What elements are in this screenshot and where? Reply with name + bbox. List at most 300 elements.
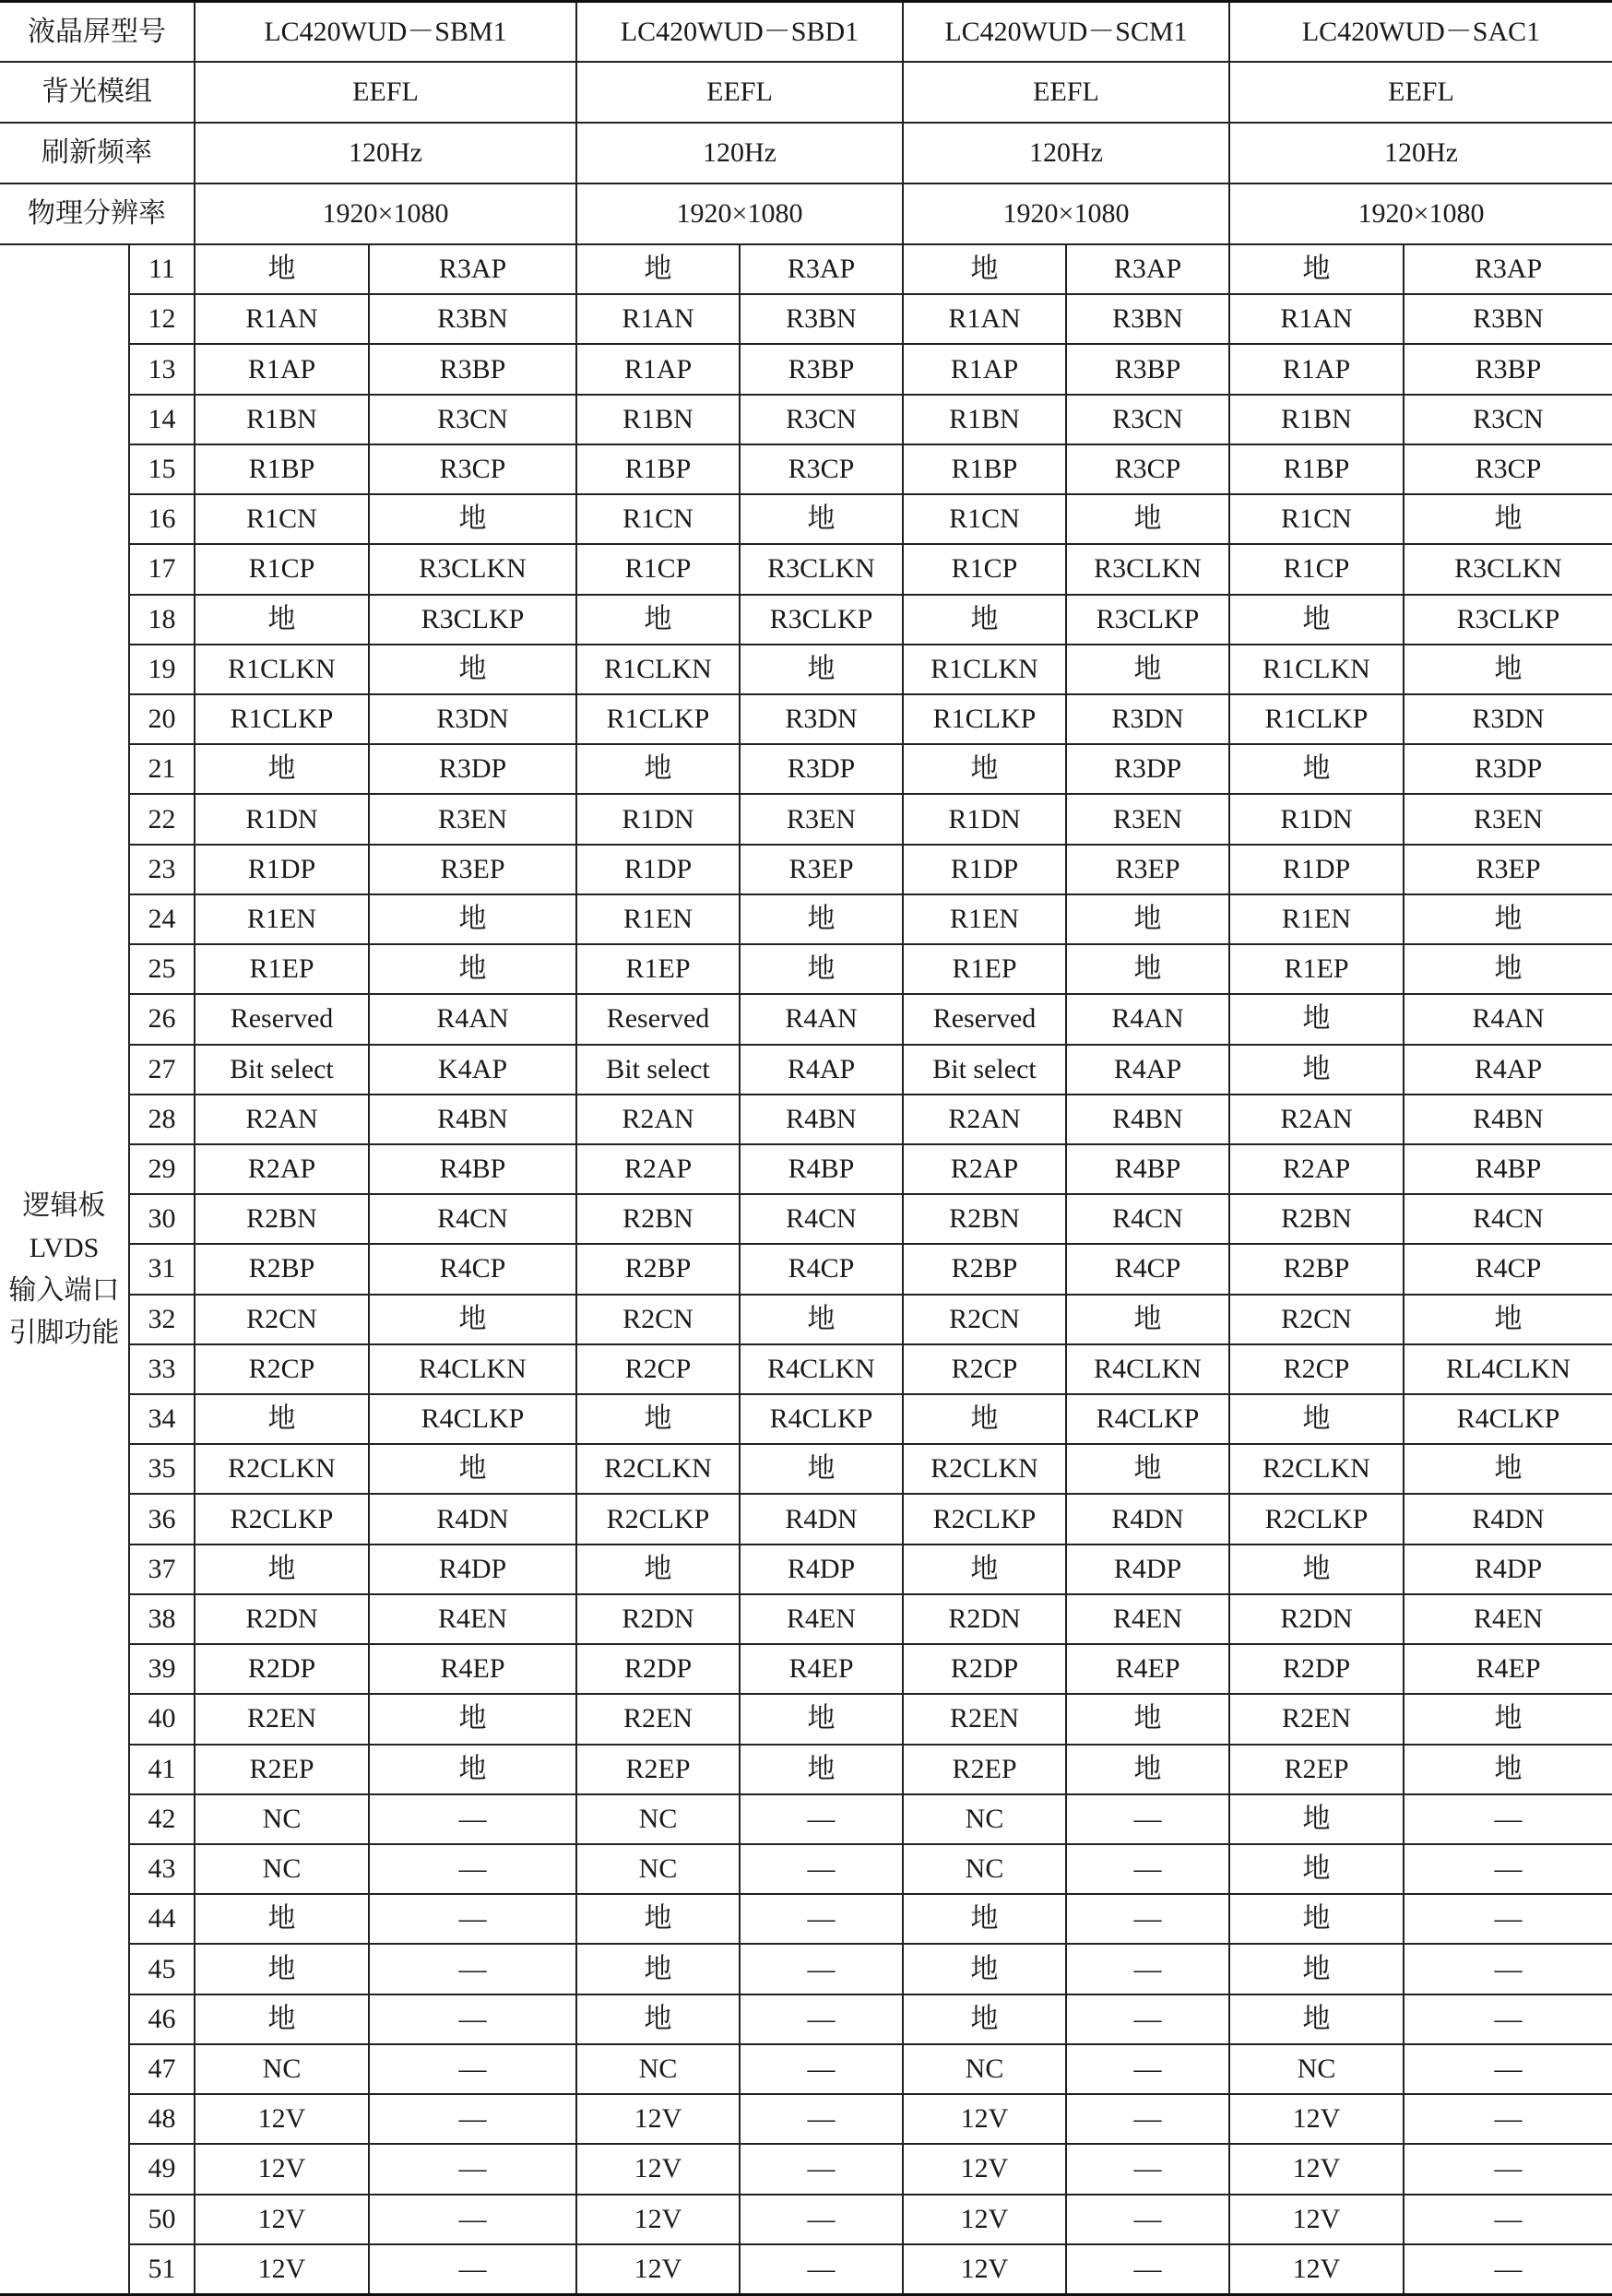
pin-cell: R3CN — [370, 396, 577, 444]
pin-cell: R1EP — [1230, 945, 1405, 993]
pin-cell: 12V — [196, 2195, 370, 2243]
pin-number: 13 — [130, 345, 196, 393]
pin-cell: R1AN — [196, 295, 370, 343]
resolution-label: 物理分辨率 — [0, 184, 196, 243]
pin-cell: R4AN — [741, 995, 904, 1043]
pin-cell: NC — [904, 2045, 1067, 2093]
table-row — [130, 645, 1612, 695]
pin-cell: R1CN — [196, 495, 370, 543]
pin-cell: R4CLKN — [1067, 1345, 1230, 1393]
pin-cell: R4EP — [1476, 1653, 1541, 1685]
pin-cell: R3DP — [741, 745, 904, 793]
pin-cell: R3CLKP — [741, 596, 904, 644]
header-row-refresh — [0, 124, 1612, 184]
pin-number: 20 — [130, 695, 196, 743]
pin-cell: 地 — [196, 1895, 370, 1943]
pin-cell: R3AP — [1067, 245, 1230, 293]
pin-cell: — — [1494, 1853, 1523, 1885]
pin-cell: R2AN — [1230, 1095, 1405, 1143]
pin-cell: R3DP — [370, 745, 577, 793]
pin-cell: 地 — [577, 1545, 741, 1593]
pin-cell: R4AP — [1067, 1046, 1230, 1094]
pin-number: 36 — [130, 1495, 196, 1543]
pin-number: 26 — [130, 995, 196, 1043]
pin-cell: 地 — [741, 1746, 904, 1793]
pin-cell: R2AN — [196, 1095, 370, 1143]
pin-cell: R4AN — [370, 995, 577, 1043]
pin-cell: 地 — [1494, 1703, 1523, 1734]
pin-cell: R4DN — [1472, 1503, 1545, 1534]
pin-number: 50 — [130, 2195, 196, 2243]
pin-cell: R4CLKN — [370, 1345, 577, 1393]
pin-cell: R1DN — [904, 795, 1067, 843]
table-row — [130, 2245, 1612, 2293]
pin-cell: — — [1494, 2053, 1523, 2084]
pin-cell: 地 — [1494, 903, 1523, 934]
pin-cell: R4CLKP — [741, 1395, 904, 1443]
pin-cell: R3EN — [741, 795, 904, 843]
pin-cell: R2CLKN — [1230, 1445, 1405, 1493]
pin-cell: R2BP — [904, 1245, 1067, 1293]
pin-cell: R2EP — [196, 1746, 370, 1793]
pin-cell: — — [741, 2045, 904, 2093]
pin-cell: R1EN — [577, 895, 741, 943]
pin-cell: R3CLKP — [1456, 603, 1560, 634]
pin-cell: R3BN — [1067, 295, 1230, 343]
pin-cell: 地 — [577, 1995, 741, 2043]
pin-cell: R4CLKN — [741, 1345, 904, 1393]
pin-cell: Bit select — [904, 1046, 1067, 1094]
resolution-cell: 1920×1080 — [196, 184, 577, 243]
pin-cell: R4EP — [370, 1645, 577, 1693]
table-row — [130, 1746, 1612, 1795]
pin-cell: 地 — [904, 1945, 1067, 1993]
pin-cell: NC — [904, 1845, 1067, 1893]
pin-cell: R3EN — [1067, 795, 1230, 843]
pin-cell: R1EP — [904, 945, 1067, 993]
pin-cell: R1EN — [196, 895, 370, 943]
pin-cell: R1BN — [904, 396, 1067, 444]
pin-cell: 地 — [1067, 1296, 1230, 1343]
side-label-line: LVDS — [29, 1232, 100, 1263]
pin-cell: R4BN — [1067, 1095, 1230, 1143]
pin-cell: 地 — [1067, 1746, 1230, 1793]
pin-cell: 地 — [741, 645, 904, 693]
pin-number: 15 — [130, 445, 196, 493]
pin-number: 46 — [130, 1995, 196, 2043]
pin-cell: RL4CLKN — [1446, 1353, 1571, 1384]
pin-cell: R2CP — [1230, 1345, 1405, 1393]
pin-cell: R3CP — [370, 445, 577, 493]
pin-cell: R2BN — [577, 1195, 741, 1243]
pin-cell: R3DN — [741, 695, 904, 743]
pin-number: 49 — [130, 2145, 196, 2193]
table-row — [130, 795, 1612, 845]
pin-cell: — — [370, 1995, 577, 2043]
table-row — [130, 2095, 1612, 2145]
pin-cell: 地 — [370, 1296, 577, 1343]
pin-cell: R4CP — [1475, 1253, 1542, 1284]
pin-cell: R1DN — [577, 795, 741, 843]
pin-number: 34 — [130, 1395, 196, 1443]
pin-cell: R4BN — [741, 1095, 904, 1143]
pin-cell: R4EN — [1067, 1595, 1230, 1643]
pin-cell: R1DP — [1230, 846, 1405, 894]
pin-cell: 地 — [1067, 645, 1230, 693]
pin-cell: R4BP — [370, 1145, 577, 1193]
table-row — [130, 1595, 1612, 1645]
pin-cell: 地 — [1494, 503, 1523, 535]
pin-cell: 地 — [904, 1395, 1067, 1443]
table-row — [130, 2195, 1612, 2245]
pin-cell: R2EP — [577, 1746, 741, 1793]
pin-cell: R1BN — [1230, 396, 1405, 444]
pin-cell: — — [1494, 1903, 1523, 1935]
table-row — [130, 1545, 1612, 1595]
pin-number: 28 — [130, 1095, 196, 1143]
pin-number: 24 — [130, 895, 196, 943]
pin-cell: R1AP — [904, 345, 1067, 393]
pin-cell: R4DN — [370, 1495, 577, 1543]
pin-cell: — — [370, 2195, 577, 2243]
pin-cell: 地 — [370, 895, 577, 943]
table-row — [130, 1495, 1612, 1544]
pin-cell: R4EP — [741, 1645, 904, 1693]
pin-cell: 12V — [196, 2145, 370, 2193]
pin-cell: R3AP — [370, 245, 577, 293]
pin-number: 19 — [130, 645, 196, 693]
pin-cell: 地 — [904, 245, 1067, 293]
pin-cell: R4EN — [370, 1595, 577, 1643]
pin-cell: R3CLKP — [1067, 596, 1230, 644]
pin-cell: R3CN — [1473, 403, 1544, 434]
pin-cell: — — [370, 2145, 577, 2193]
pin-cell: — — [1494, 1803, 1523, 1834]
pin-cell: R2DN — [904, 1595, 1067, 1643]
pin-number: 48 — [130, 2095, 196, 2143]
pin-cell: R4EP — [1067, 1645, 1230, 1693]
pin-cell: R2BN — [1230, 1195, 1405, 1243]
pin-cell: 地 — [741, 1445, 904, 1493]
refresh-cell: 120Hz — [196, 124, 577, 183]
pin-number: 45 — [130, 1945, 196, 1993]
pin-cell: R3BN — [741, 295, 904, 343]
pin-number: 39 — [130, 1645, 196, 1693]
pin-cell: R1AP — [1230, 345, 1405, 393]
pin-cell: 12V — [1230, 2095, 1405, 2143]
pin-cell: R4BP — [1475, 1154, 1542, 1185]
pin-number: 47 — [130, 2045, 196, 2093]
pin-cell: — — [1067, 1995, 1230, 2043]
pin-cell: R4DN — [1067, 1495, 1230, 1543]
header-row-model — [0, 0, 1612, 63]
pin-cell: R3DN — [1472, 704, 1545, 735]
pin-cell: Reserved — [904, 995, 1067, 1043]
pin-cell: R3CLKP — [370, 596, 577, 644]
pin-cell: R3DP — [1474, 753, 1543, 785]
pin-cell: R1AN — [1230, 295, 1405, 343]
table-row — [130, 1695, 1612, 1745]
pin-cell: — — [1067, 2045, 1230, 2093]
pin-cell: 地 — [196, 1545, 370, 1593]
pin-cell: R1DN — [1230, 795, 1405, 843]
pin-cell: R1AP — [196, 345, 370, 393]
pin-cell: R4DP — [370, 1545, 577, 1593]
pin-cell: R2AP — [904, 1145, 1067, 1193]
table-row — [130, 1895, 1612, 1945]
pin-cell: 地 — [741, 895, 904, 943]
resolution-cell: 1920×1080 — [904, 184, 1230, 243]
pin-cell: R1CLKP — [1230, 695, 1405, 743]
pin-cell: NC — [577, 1795, 741, 1843]
pin-cell: — — [1067, 2095, 1230, 2143]
pin-cell: 地 — [1067, 895, 1230, 943]
pin-number: 41 — [130, 1746, 196, 1793]
pin-rows — [130, 245, 1612, 2293]
pin-cell: 12V — [904, 2145, 1067, 2193]
table-row — [130, 1345, 1612, 1395]
pin-cell: R2BN — [196, 1195, 370, 1243]
pin-cell: — — [1067, 1845, 1230, 1893]
pin-cell: R2CLKP — [1230, 1495, 1405, 1543]
pin-cell: R2DN — [196, 1595, 370, 1643]
pin-cell: R3AP — [1474, 254, 1543, 285]
pin-cell: R2CN — [1230, 1296, 1405, 1343]
pin-cell: NC — [196, 2045, 370, 2093]
pin-number: 35 — [130, 1445, 196, 1493]
table-row — [130, 1046, 1612, 1095]
pin-cell: 地 — [196, 596, 370, 644]
pin-cell: 地 — [370, 1746, 577, 1793]
pin-cell: 地 — [1230, 1545, 1405, 1593]
pin-cell: R1BN — [577, 396, 741, 444]
pin-cell: R4CP — [741, 1245, 904, 1293]
pin-cell: — — [1067, 1795, 1230, 1843]
pin-cell: R1EP — [196, 945, 370, 993]
pin-cell: — — [1067, 1895, 1230, 1943]
pin-cell: R2CN — [577, 1296, 741, 1343]
backlight-cell: EEFL — [196, 63, 577, 122]
pin-number: 51 — [130, 2245, 196, 2293]
pin-cell: R2CLKN — [577, 1445, 741, 1493]
pin-cell: Bit select — [577, 1046, 741, 1094]
pin-cell: Reserved — [196, 995, 370, 1043]
pin-cell: 地 — [1067, 495, 1230, 543]
pin-cell: R2BN — [904, 1195, 1067, 1243]
table-row — [130, 1945, 1612, 1994]
table-row — [130, 895, 1612, 945]
table-row — [130, 1845, 1612, 1895]
pin-cell: R2EN — [1230, 1695, 1405, 1743]
refresh-cell: 120Hz — [1384, 137, 1458, 168]
pin-cell: R2BP — [196, 1245, 370, 1293]
pin-cell: R3DN — [1067, 695, 1230, 743]
pin-cell: R1DP — [904, 846, 1067, 894]
table-row — [130, 1296, 1612, 1345]
pin-number: 12 — [130, 295, 196, 343]
pin-cell: R4EN — [741, 1595, 904, 1643]
pin-cell: R1DN — [196, 795, 370, 843]
pin-cell: 地 — [1494, 1753, 1523, 1784]
pin-cell: R2DN — [577, 1595, 741, 1643]
pin-cell: 地 — [1230, 1395, 1405, 1443]
pin-number: 30 — [130, 1195, 196, 1243]
pin-cell: NC — [196, 1795, 370, 1843]
pin-cell: R4CN — [370, 1195, 577, 1243]
pin-cell: — — [741, 2195, 904, 2243]
pin-cell: 地 — [1230, 1895, 1405, 1943]
model-label: 液晶屏型号 — [0, 3, 196, 61]
pin-cell: R4EN — [1474, 1604, 1543, 1635]
table-row — [130, 846, 1612, 895]
pin-cell: R2CLKN — [904, 1445, 1067, 1493]
pin-cell: R2CLKP — [196, 1495, 370, 1543]
pin-cell: 12V — [577, 2195, 741, 2243]
table-row — [130, 545, 1612, 595]
pin-cell: R1CP — [904, 545, 1067, 593]
pin-cell: R4AP — [1474, 1053, 1543, 1084]
pin-cell: — — [1067, 2245, 1230, 2293]
pin-number: 27 — [130, 1046, 196, 1094]
pin-cell: R1CN — [577, 495, 741, 543]
pin-number: 31 — [130, 1245, 196, 1293]
pin-cell: R3CLKN — [1067, 545, 1230, 593]
backlight-cell: EEFL — [904, 63, 1230, 122]
pin-cell: — — [370, 2245, 577, 2293]
pin-number: 17 — [130, 545, 196, 593]
pin-cell: 地 — [196, 745, 370, 793]
pin-cell: R1DP — [196, 846, 370, 894]
pin-cell: R2CP — [577, 1345, 741, 1393]
pin-cell: 地 — [741, 945, 904, 993]
pin-cell: R2CP — [196, 1345, 370, 1393]
pin-cell: R2AP — [196, 1145, 370, 1193]
table-row — [130, 495, 1612, 545]
pin-cell: 地 — [1067, 1445, 1230, 1493]
table-row — [130, 345, 1612, 395]
pin-number: 38 — [130, 1595, 196, 1643]
table-row — [130, 995, 1612, 1045]
pin-cell: 地 — [1494, 1303, 1523, 1334]
pin-table-body — [0, 245, 1612, 2296]
refresh-cell: 120Hz — [904, 124, 1230, 183]
side-label-line: 引脚功能 — [8, 1317, 120, 1348]
pin-cell: 地 — [196, 1395, 370, 1443]
pin-number: 16 — [130, 495, 196, 543]
table-row — [130, 945, 1612, 995]
pin-cell: 地 — [1494, 653, 1523, 684]
pin-cell: R1AN — [577, 295, 741, 343]
pin-cell: R2EP — [1230, 1746, 1405, 1793]
pin-cell: 地 — [904, 1895, 1067, 1943]
refresh-label: 刷新频率 — [0, 124, 196, 183]
pin-cell: R1BP — [196, 445, 370, 493]
pin-cell: 地 — [904, 745, 1067, 793]
pin-cell: 地 — [741, 1695, 904, 1743]
pin-cell: — — [1494, 2003, 1523, 2034]
pin-cell: 地 — [196, 1945, 370, 1993]
pin-cell: R4CN — [1473, 1203, 1544, 1235]
pin-cell: 地 — [1230, 1046, 1405, 1094]
table-row — [130, 1445, 1612, 1495]
table-row — [130, 1145, 1612, 1195]
pin-cell: Reserved — [577, 995, 741, 1043]
pin-cell: 地 — [1067, 1695, 1230, 1743]
resolution-cell: 1920×1080 — [577, 184, 904, 243]
pin-cell: 12V — [904, 2245, 1067, 2293]
pin-cell: R1CP — [577, 545, 741, 593]
pin-number: 33 — [130, 1345, 196, 1393]
pin-cell: R2CN — [904, 1296, 1067, 1343]
pin-cell: — — [741, 1945, 904, 1993]
pin-cell: 地 — [370, 495, 577, 543]
pin-cell: R2EN — [904, 1695, 1067, 1743]
pin-cell: R1BP — [904, 445, 1067, 493]
pin-cell: — — [1494, 1953, 1523, 1984]
pin-cell: R2AP — [1230, 1145, 1405, 1193]
pin-cell: R1AN — [904, 295, 1067, 343]
pin-cell: R2CLKP — [577, 1495, 741, 1543]
pin-cell: R1EP — [577, 945, 741, 993]
pin-cell: R3CLKN — [1454, 553, 1562, 585]
table-row — [130, 695, 1612, 745]
pin-number: 43 — [130, 1845, 196, 1893]
pin-cell: 地 — [577, 1895, 741, 1943]
pin-cell: 地 — [370, 1695, 577, 1743]
pin-cell: R1DP — [577, 846, 741, 894]
header-row-backlight — [0, 63, 1612, 124]
pin-cell: R1CLKN — [1230, 645, 1405, 693]
pin-number: 25 — [130, 945, 196, 993]
pin-cell: R2AN — [577, 1095, 741, 1143]
pin-cell: R4CP — [1067, 1245, 1230, 1293]
pin-cell: R1CLKP — [196, 695, 370, 743]
table-row — [130, 245, 1612, 295]
pin-number: 11 — [130, 245, 196, 293]
pin-cell: 12V — [1230, 2245, 1405, 2293]
pin-number: 18 — [130, 596, 196, 644]
table-row — [130, 745, 1612, 795]
side-label-line: 输入端口 — [8, 1274, 120, 1306]
pin-cell: — — [370, 1845, 577, 1893]
pin-cell: R2CLKN — [196, 1445, 370, 1493]
pin-cell: — — [1067, 1945, 1230, 1993]
table-row — [130, 596, 1612, 645]
pin-cell: — — [370, 2045, 577, 2093]
backlight-cell: EEFL — [577, 63, 904, 122]
pin-cell: R4DN — [741, 1495, 904, 1543]
pin-cell: Bit select — [196, 1046, 370, 1094]
pin-cell: R2DP — [577, 1645, 741, 1693]
pin-cell: R1CN — [904, 495, 1067, 543]
pin-cell: R4CLKP — [1067, 1395, 1230, 1443]
table-row — [130, 1195, 1612, 1245]
pin-cell: R4CN — [741, 1195, 904, 1243]
pin-cell: 12V — [904, 2195, 1067, 2243]
pin-cell: 12V — [1230, 2145, 1405, 2193]
pin-cell: 地 — [741, 495, 904, 543]
pin-cell: R3EN — [370, 795, 577, 843]
pin-cell: 地 — [370, 1445, 577, 1493]
pin-cell: 地 — [1494, 1453, 1523, 1485]
pin-cell: R2DP — [1230, 1645, 1405, 1693]
pin-cell: R1AP — [577, 345, 741, 393]
pin-cell: 地 — [904, 596, 1067, 644]
pin-cell: R4CN — [1067, 1195, 1230, 1243]
pin-number: 44 — [130, 1895, 196, 1943]
pin-cell: 12V — [196, 2245, 370, 2293]
pin-cell: R1BN — [196, 396, 370, 444]
